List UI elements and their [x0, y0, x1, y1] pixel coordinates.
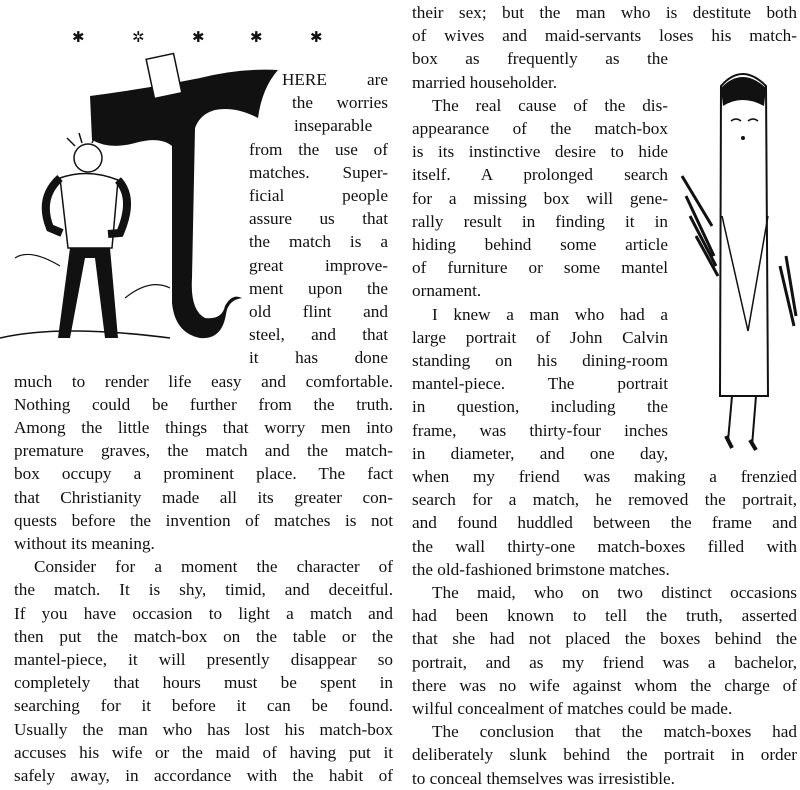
text-line: of wives and maid-servants loses his match- — [412, 26, 797, 46]
text-line: box as frequently as the — [412, 49, 668, 69]
text-line: Usually the man who has lost his match-box — [14, 719, 393, 739]
text-line: the worries — [292, 93, 388, 113]
text-line: in diameter, and one day, — [412, 443, 668, 463]
text-line: premature graves, the match and the match- — [14, 441, 393, 461]
text-line: quests before the invention of matches is not — [14, 510, 393, 530]
text-line: much to render life easy and comfortable. — [14, 371, 393, 391]
text-line: great improve- — [249, 255, 388, 275]
text-line: to conceal themselves was irresistible. — [412, 768, 675, 788]
text-line: rally result in finding it in — [412, 211, 668, 231]
text-line: accuses his wife or the maid of having put it — [14, 742, 393, 762]
text-line: I knew a man who had a — [432, 304, 668, 324]
text-line: ornament. — [412, 281, 482, 301]
text-line: frame, was thirty-four inches — [412, 420, 668, 440]
text-line: The conclusion that the match-boxes had — [432, 722, 797, 742]
text-line: safely away, in accordance with the habit of — [14, 766, 393, 785]
text-line: and found huddled between the frame and — [412, 513, 797, 533]
text-line: The real cause of the dis- — [432, 95, 668, 115]
text-line: box occupy a prominent place. The fact — [14, 464, 393, 484]
text-line: Consider for a moment the character of — [34, 557, 393, 577]
text-line: If you have occasion to light a match and — [14, 603, 393, 623]
text-line: ment upon the — [249, 278, 388, 298]
text-line: search for a match, he removed the portrait, — [412, 490, 797, 510]
text-line: the match. It is shy, timid, and deceitful. — [14, 580, 393, 600]
text-line: of furniture or some mantel — [412, 258, 668, 278]
text-line: Among the little things that worry men into — [14, 418, 393, 437]
text-line: is its instinctive desire to hide — [412, 142, 668, 162]
text-line: then put the match-box on the table or the — [14, 626, 393, 646]
text-line: the match is a — [249, 232, 388, 252]
text-line: Nothing could be further from the truth. — [14, 394, 393, 414]
text-line: their sex; but the man who is destitute both — [412, 3, 797, 22]
text-line: searching for it before it can be found. — [14, 696, 393, 716]
text-line: HERE are — [282, 70, 388, 89]
text-line: standing on his dining-room — [412, 351, 668, 370]
text-line: hiding behind some article — [412, 235, 668, 254]
text-line: matches. Super- — [249, 162, 388, 182]
text-line: without its meaning. — [14, 534, 155, 553]
ornament-stars — [70, 28, 340, 48]
text-line: had been known to tell the truth, asserted — [412, 606, 797, 626]
drop-cap-t-illustration — [0, 48, 285, 348]
text-line: deliberately slunk behind the portrait in order — [412, 745, 797, 765]
text-line: inseparable — [294, 116, 373, 136]
text-line: it has done — [249, 348, 388, 368]
text-line: mantel-piece. The portrait — [412, 374, 668, 394]
star-icon: ✲ — [132, 30, 145, 46]
match-figure-illustration — [676, 66, 800, 458]
text-line: that she had not placed the boxes behind the — [412, 629, 797, 649]
text-line: itself. A prolonged search — [412, 165, 668, 185]
text-line: married householder. — [412, 72, 558, 92]
text-line: old flint and — [249, 302, 388, 321]
text-line: ficial people — [249, 186, 388, 205]
text-line: portrait, and as my friend was a bachelor, — [412, 652, 797, 672]
star-icon: ✱ — [72, 30, 85, 46]
star-icon: ✱ — [310, 30, 323, 46]
star-icon: ✱ — [192, 30, 205, 46]
text-line: the old-fashioned brimstone matches. — [412, 559, 670, 579]
text-line: appearance of the match-box — [412, 119, 668, 138]
text-line: mantel-piece, it will presently disappear so — [14, 650, 393, 669]
text-line: wilful concealment of matches could be made. — [412, 699, 733, 718]
text-line: when my friend was making a frenzied — [412, 467, 797, 486]
text-line: that Christianity made all its greater con- — [14, 487, 393, 507]
text-line: The maid, who on two distinct occasions — [432, 583, 797, 602]
text-line: assure us that — [249, 209, 388, 229]
text-line: from the use of — [249, 139, 388, 159]
text-line: there was no wife against whom the charge of — [412, 675, 797, 695]
text-line: in question, including the — [412, 397, 668, 417]
text-line: completely that hours must be spent in — [14, 673, 393, 693]
star-icon: ✱ — [250, 30, 263, 46]
text-line: the wall thirty-one match-boxes filled with — [412, 536, 797, 556]
text-line: large portrait of John Calvin — [412, 327, 668, 347]
text-line: steel, and that — [249, 325, 388, 345]
text-line: for a missing box will gene- — [412, 188, 668, 208]
